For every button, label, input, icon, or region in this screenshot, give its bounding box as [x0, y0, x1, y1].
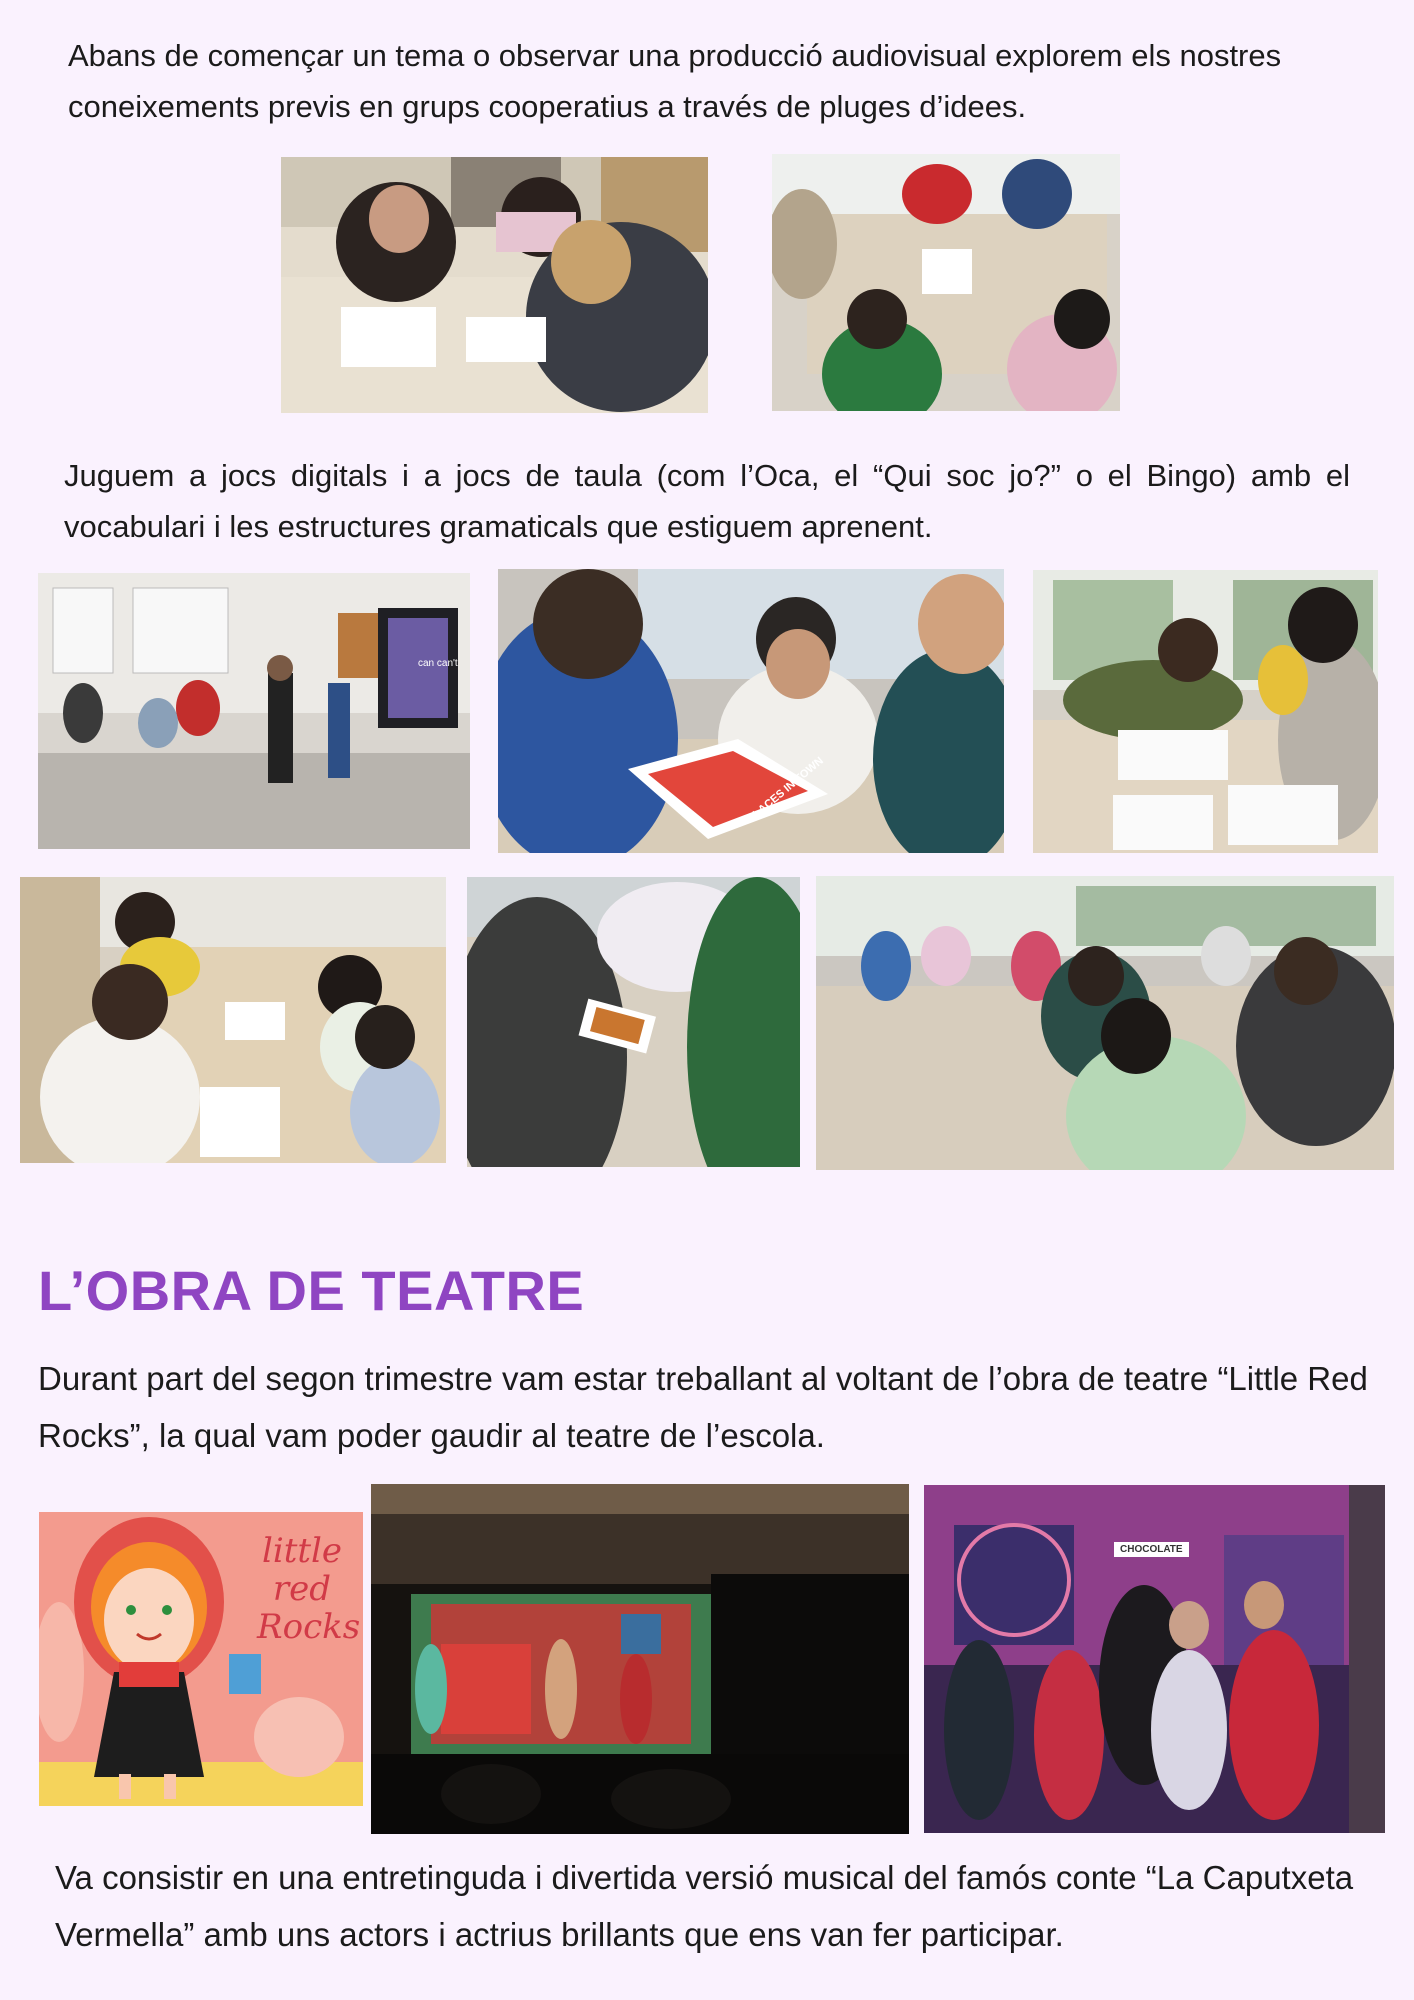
poster-title-line-1: little — [261, 1531, 343, 1571]
poster-little-red-rocks — [39, 1512, 363, 1806]
photo-who-am-i-game — [1033, 570, 1378, 853]
theatre-intro-paragraph: Durant part del segon trimestre vam estar treballant al voltant de l’obra de teatre “Little Red Rocks”, la qual vam poder gaudir al teatre de l’escola. — [38, 1360, 1368, 1454]
photo-card-game-closeup — [467, 877, 800, 1167]
games-paragraph: Juguem a jocs digitals i a jocs de taula (com l’Oca, el “Qui soc jo?” o el Bingo) amb el vocabulari i les estructures gramaticals que estiguem aprenent. — [64, 458, 1350, 544]
intro-paragraph: Abans de començar un tema o observar una producció audiovisual explorem els nostres coneixements previs en grups cooperatius a través de pluges d’idees. — [68, 38, 1282, 124]
screen-text: can can't — [418, 658, 458, 669]
poster-title-line-3: Rocks — [257, 1607, 361, 1647]
photo-classroom-groups — [816, 876, 1394, 1170]
board-text: PLACES IN TOWN — [745, 754, 826, 826]
photo-bingo-game — [20, 877, 446, 1163]
section-heading-theatre: L’OBRA DE TEATRE — [38, 1259, 585, 1322]
photo-theatre-stage-closeup — [924, 1485, 1385, 1833]
stage-sign-text: CHOCOLATE — [1114, 1542, 1189, 1557]
photo-theatre-stage-wide — [371, 1484, 909, 1834]
theatre-outro-paragraph: Va consistir en una entretinguda i divertida versió musical del famós conte “La Caputxeta Vermella” amb uns actors i actrius brillants que ens van fer participar. — [55, 1859, 1354, 1953]
photo-digital-game-classroom — [38, 573, 470, 849]
poster-title-line-2: red — [272, 1569, 332, 1609]
photo-board-game-places — [498, 569, 1004, 853]
photo-brainstorm-group-2 — [772, 154, 1120, 411]
photo-brainstorm-group-1 — [281, 157, 708, 413]
